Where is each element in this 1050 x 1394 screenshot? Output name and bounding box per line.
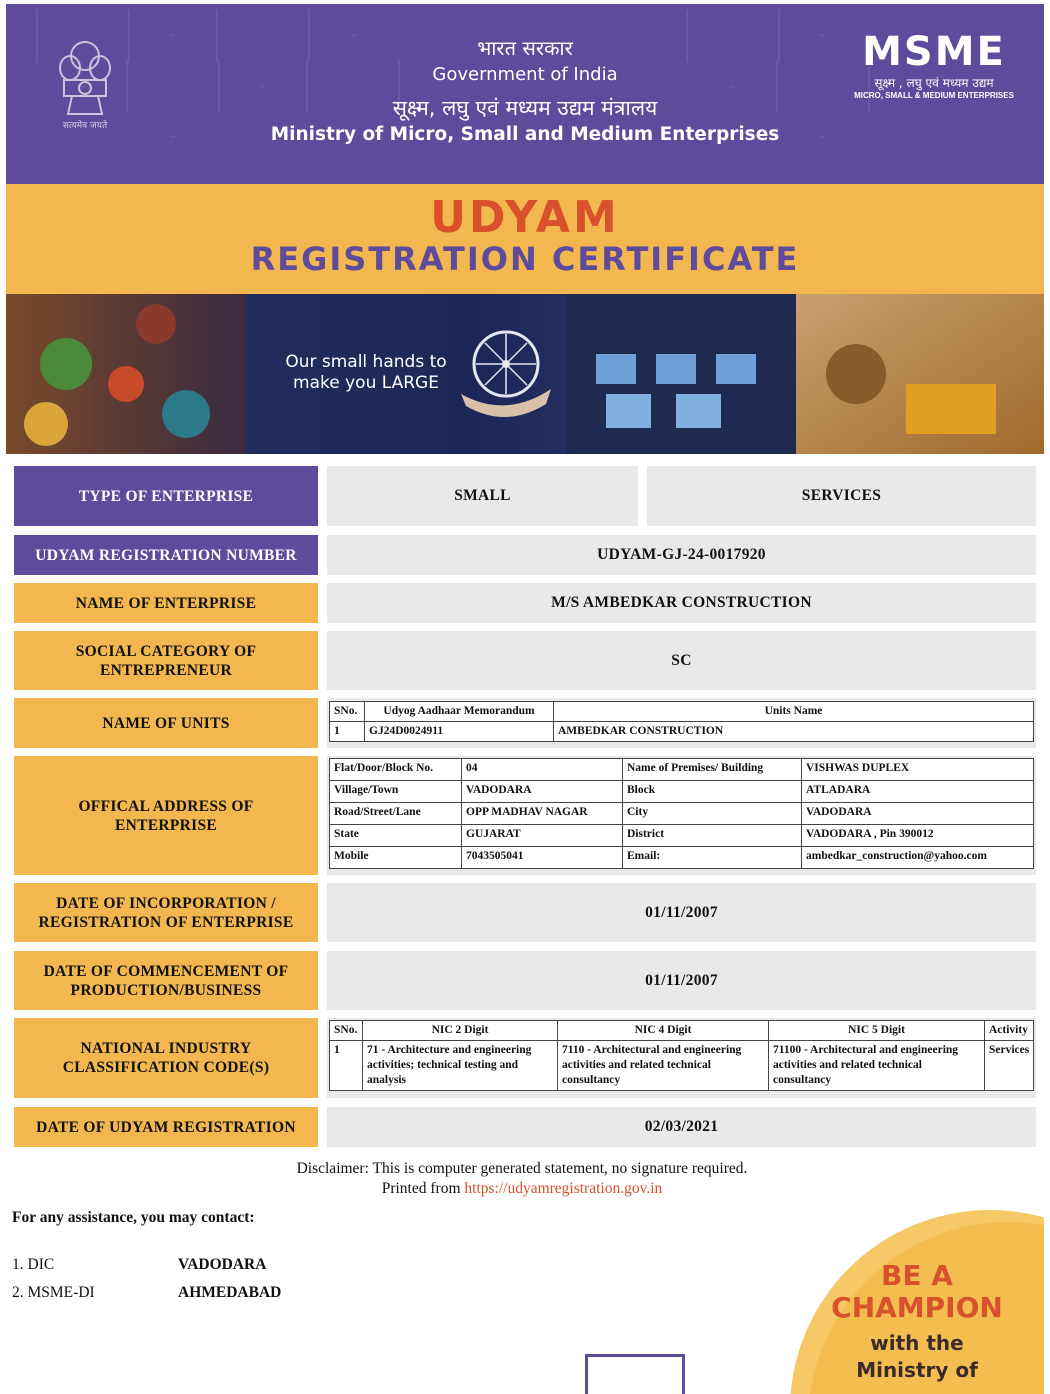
- government-title: Government of India: [432, 64, 618, 85]
- banner-tagline: [276, 352, 456, 394]
- champion-badge: [790, 1210, 1044, 1394]
- table-cell: OPP MADHAV NAGAR: [462, 803, 623, 825]
- hindi-ministry-title: सूक्ष्म, लघु एवं मध्यम उद्यम मंत्रालय: [392, 96, 658, 120]
- email-cell: ambedkar_construction@yahoo.com: [802, 847, 1034, 869]
- table-cell: GJ24D0024911: [365, 722, 554, 742]
- table-cell: VADODARA: [802, 803, 1034, 825]
- table-cell: Village/Town: [330, 781, 462, 803]
- banner-illustration: [6, 294, 1044, 454]
- udyam-registration-date-label: DATE OF UDYAM REGISTRATION: [14, 1107, 318, 1147]
- msme-logo-subtitle: MICRO, SMALL & MEDIUM ENTERPRISES: [854, 91, 1014, 100]
- nic-code-label: NATIONAL INDUSTRY CLASSIFICATION CODE(S): [14, 1018, 318, 1098]
- table-cell: Email:: [623, 847, 802, 869]
- champion-line1: BE A: [881, 1259, 953, 1292]
- commencement-date-label: DATE OF COMMENCEMENT OF PRODUCTION/BUSINESS: [14, 951, 318, 1010]
- government-header: [6, 4, 1044, 184]
- enterprise-size-value: SMALL: [327, 466, 638, 526]
- table-header-cell: Units Name: [554, 702, 1034, 722]
- enterprise-name-value: M/S AMBEDKAR CONSTRUCTION: [327, 583, 1036, 623]
- social-category-value: SC: [327, 631, 1036, 690]
- table-cell: Name of Premises/ Building: [623, 759, 802, 781]
- address-table: [329, 758, 1034, 869]
- table-header-cell: NIC 4 Digit: [558, 1021, 769, 1041]
- assistance-heading: For any assistance, you may contact:: [12, 1209, 255, 1226]
- nic-table: [329, 1020, 1034, 1091]
- table-cell: 71 - Architecture and engineering activities; technical testing and analysis: [363, 1041, 558, 1091]
- promo-banner: [6, 294, 1044, 454]
- address-label: OFFICAL ADDRESS OF ENTERPRISE: [14, 756, 318, 875]
- table-cell: Mobile: [330, 847, 462, 869]
- table-cell: VISHWAS DUPLEX: [802, 759, 1034, 781]
- udyam-title: UDYAM: [430, 192, 620, 243]
- units-table: [329, 701, 1034, 742]
- incorporation-date-label: DATE OF INCORPORATION / REGISTRATION OF ENTERPRISE: [14, 883, 318, 942]
- enterprise-name-label: NAME OF ENTERPRISE: [14, 583, 318, 623]
- table-cell: Flat/Door/Block No.: [330, 759, 462, 781]
- table-cell: 71100 - Architectural and engineering activities and related technical consultancy: [769, 1041, 985, 1091]
- table-header-row: [330, 1021, 1034, 1041]
- contact-label-dic: 1. DIC: [12, 1256, 55, 1273]
- table-row: [330, 759, 1034, 781]
- table-row: [330, 1041, 1034, 1091]
- table-header-cell: SNo.: [330, 702, 365, 722]
- registration-number-value: UDYAM-GJ-24-0017920: [327, 535, 1036, 575]
- printed-from: [0, 1180, 1044, 1198]
- emblem-motto: सत्यमेव जयते: [62, 121, 108, 131]
- table-cell: 04: [462, 759, 623, 781]
- table-cell: GUJARAT: [462, 825, 623, 847]
- table-row: [330, 781, 1034, 803]
- table-cell: AMBEDKAR CONSTRUCTION: [554, 722, 1034, 742]
- certificate-title-band: [6, 184, 1044, 294]
- champion-line4: Ministry of: [856, 1358, 978, 1382]
- msme-logo-mark: MSME: [862, 29, 1006, 75]
- table-cell: ATLADARA: [802, 781, 1034, 803]
- udyam-registration-date-value: 02/03/2021: [327, 1107, 1036, 1147]
- contact-value-dic: VADODARA: [178, 1256, 267, 1273]
- table-cell: 1: [330, 1041, 363, 1091]
- table-row: [330, 825, 1034, 847]
- table-header-row: [330, 702, 1034, 722]
- table-header-cell: Udyog Aadhaar Memorandum: [365, 702, 554, 722]
- contact-label-msme-di: 2. MSME-DI: [12, 1284, 95, 1301]
- table-cell: Block: [623, 781, 802, 803]
- table-header-cell: SNo.: [330, 1021, 363, 1041]
- champion-line2: CHAMPION: [831, 1291, 1003, 1324]
- table-cell: City: [623, 803, 802, 825]
- table-cell: 7043505041: [462, 847, 623, 869]
- champion-line3: with the: [870, 1331, 964, 1355]
- banner-tagline-line1: Our small hands to: [285, 352, 447, 372]
- ministry-title: Ministry of Micro, Small and Medium Enterprises: [270, 124, 780, 145]
- type-of-enterprise-label: TYPE OF ENTERPRISE: [14, 466, 318, 526]
- social-category-label: SOCIAL CATEGORY OF ENTREPRENEUR: [14, 631, 318, 690]
- table-cell: VADODARA: [462, 781, 623, 803]
- champion-text: [790, 1260, 1044, 1324]
- printed-from-label: Printed from: [381, 1180, 465, 1197]
- table-cell: District: [623, 825, 802, 847]
- banner-tagline-line2: make you LARGE: [293, 373, 439, 393]
- disclaimer: Disclaimer: This is computer generated statement, no signature required.: [296, 1160, 748, 1177]
- table-header-cell: Activity: [985, 1021, 1034, 1041]
- enterprise-activity-value: SERVICES: [647, 466, 1036, 526]
- table-cell: VADODARA , Pin 390012: [802, 825, 1034, 847]
- incorporation-date-value: 01/11/2007: [327, 883, 1036, 942]
- table-cell: Services: [985, 1041, 1034, 1091]
- contact-value-msme-di: AHMEDABAD: [178, 1284, 282, 1301]
- registration-certificate-title: REGISTRATION CERTIFICATE: [250, 240, 800, 278]
- commencement-date-value: 01/11/2007: [327, 951, 1036, 1010]
- table-row: [330, 847, 1034, 869]
- registration-number-label: UDYAM REGISTRATION NUMBER: [14, 535, 318, 575]
- table-row: [330, 803, 1034, 825]
- msme-logo: [854, 30, 1014, 100]
- hindi-government-title: भारत सरकार: [477, 36, 573, 60]
- table-cell: 7110 - Architectural and engineering activities and related technical consultancy: [558, 1041, 769, 1091]
- decorative-frame: [585, 1354, 685, 1394]
- table-cell: 1: [330, 722, 365, 742]
- ministry-text: [790, 1330, 1044, 1384]
- udyam-website-link[interactable]: https://udyamregistration.gov.in: [464, 1180, 663, 1197]
- table-cell: State: [330, 825, 462, 847]
- table-row: [330, 722, 1034, 742]
- table-cell: Road/Street/Lane: [330, 803, 462, 825]
- msme-logo-hindi: सूक्ष्म , लघु एवं मध्यम उद्यम: [874, 76, 994, 90]
- table-header-cell: NIC 2 Digit: [363, 1021, 558, 1041]
- table-header-cell: NIC 5 Digit: [769, 1021, 985, 1041]
- units-name-label: NAME OF UNITS: [14, 698, 318, 748]
